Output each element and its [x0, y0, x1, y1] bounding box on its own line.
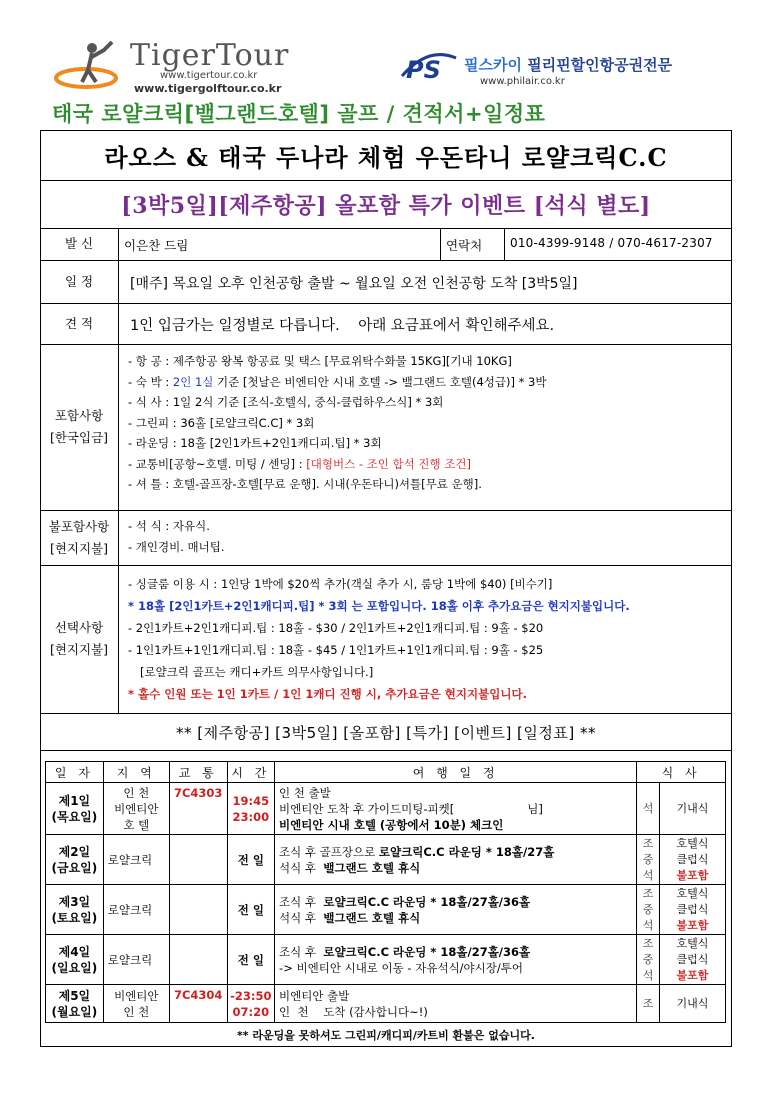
- table-row: [46, 783, 726, 835]
- time-cell: 전 일: [227, 835, 274, 885]
- schedule-footnote: ** 라운딩을 못하셔도 그린피/캐디피/카트비 환불은 없습니다.: [237, 1029, 535, 1042]
- header-date: 일 자: [46, 762, 104, 783]
- time-cell: 19:45 23:00: [227, 783, 274, 835]
- time-cell: 전 일: [227, 885, 274, 935]
- table-row: [46, 885, 726, 935]
- transport-cell: [169, 885, 227, 935]
- day-cell: 제5일 (월요일): [46, 985, 104, 1023]
- itinerary-label: 일 정: [64, 273, 94, 289]
- time-cell: 전 일: [227, 935, 274, 985]
- optional-list: - 싱글룸 이용 시 : 1인당 1박에 $20씩 추가(객실 추가 시, 룸당 1박에 $40) [비수기] * 18홀 [2인1카트+2인1캐디피.팁] * 3회 는 포함입니다. 18홀 이후 추가요금은 현지지불입니다. - 2인1카트+2인1캐디피.팁 : 18홀 - $30 / 2인1카트+2인1캐디피.팁 : 9홀 - $20 - 1인1카트+1인1캐디피.팁 : 18홀 - $45 / 1인1카트+1인1캐디피.팁 : 9홀 - $25 [로얄크릭 골프는 캐디+카트 의무사항입니다.] * 홀수 인원 또는 1인 1카트 / 1인 1캐디 진행 시, 추가요금은 현지지불입니다.: [128, 577, 630, 701]
- philair-url: www.philair.co.kr: [480, 76, 565, 87]
- tour-subtitle: [3박5일][제주항공] 올포함 특가 이벤트 [석식 별도]: [121, 192, 651, 219]
- day-cell: 제2일 (금요일): [46, 835, 104, 885]
- time-cell: -23:50 07:20: [227, 985, 274, 1023]
- plan-cell: 비엔티안 출발 인 천 도착 (감사합니다~!): [275, 985, 637, 1023]
- optional-label: 선택사항 [현지지불]: [49, 620, 109, 657]
- contact-label: 연락처: [446, 238, 483, 253]
- schedule-header: [46, 762, 726, 783]
- plan-cell: 인 천 출발 비엔티안 도착 후 가이드미팅-피켓[ 님] 비엔티안 시내 호텔 (공항에서 10분) 체크인: [275, 783, 637, 835]
- meal-cell: 호텔식 클럽식 불포함: [659, 885, 725, 935]
- header-time: 시 간: [227, 762, 274, 783]
- region-cell: 로얄크릭: [103, 835, 169, 885]
- meal-code-cell: 석: [637, 783, 660, 835]
- transport-cell: [169, 935, 227, 985]
- plan-cell: 조식 후 로얄크릭C.C 라운딩 * 18홀/27홀/36홀 -> 비엔티안 시내로 이동 - 자유석식/야시장/투어: [275, 935, 637, 985]
- meal-code-cell: 조 중 석: [637, 885, 660, 935]
- transport-cell: [169, 835, 227, 885]
- table-row: [46, 835, 726, 885]
- golfer-logo-icon: [52, 38, 122, 94]
- region-cell: 로얄크릭: [103, 885, 169, 935]
- page-title: 태국 로얄크릭[밸그랜드호텔] 골프 / 견적서+일정표: [52, 102, 546, 126]
- tigertour-logo: [52, 38, 322, 94]
- estimate-value: 1인 입금가는 일정별로 다릅니다. 아래 요금표에서 확인해주세요.: [130, 318, 555, 334]
- philsky-logo: [398, 48, 698, 94]
- plan-cell: 조식 후 로얄크릭C.C 라운딩 * 18홀/27홀/36홀 석식 후 밸그랜드 호텔 휴식: [275, 885, 637, 935]
- table-row: [46, 985, 726, 1023]
- estimate-label: 견 적: [64, 315, 94, 331]
- philsky-brand: 필스카이 필리핀할인항공권전문: [464, 56, 673, 74]
- meal-code-cell: 조 중 석: [637, 935, 660, 985]
- sender-value: 이은찬 드림: [124, 238, 189, 253]
- plan-cell: 조식 후 골프장으로 로얄크릭C.C 라운딩 * 18홀/27홀 석식 후 밸그랜드 호텔 휴식: [275, 835, 637, 885]
- ps-logo-icon: [398, 50, 460, 82]
- included-list: - 항 공 : 제주항공 왕복 항공료 및 택스 [무료위탁수화물 15KG][기내 10KG] - 숙 박 : 2인 1실 기준 [첫날은 비엔티안 시내 호텔 -> 밸그랜드 호텔(4성급)] * 3박 - 식 사 : 1일 2식 기준 [조식-호텔식, 중식-클럽하우스식] * 3회 - 그린피 : 36홀 [로얄크릭C.C] * 3회 - 라운딩 : 18홀 [2인1카트+2인1캐디피.팁] * 3회 - 교통비[공항~호텔. 미팅 / 센딩] : [대형버스 - 조인 합석 진행 조건] - 셔 틀 : 호텔-골프장-호텔[무료 운행]. 시내(우돈타니)셔틀[무료 운행].: [128, 354, 547, 491]
- tour-title: 라오스 & 태국 두나라 체험 우돈타니 로얄크릭C.C: [104, 142, 668, 172]
- meal-code-cell: 조 중 석: [637, 835, 660, 885]
- header-region: 지 역: [103, 762, 169, 783]
- day-cell: 제4일 (일요일): [46, 935, 104, 985]
- region-cell: 인 천 비엔티안 호 텔: [103, 783, 169, 835]
- transport-cell: 7C4304: [169, 985, 227, 1023]
- meal-code-cell: 조: [637, 985, 660, 1023]
- svg-text:PS: PS: [406, 56, 441, 82]
- excluded-label: 불포함사항 [현지지불]: [48, 518, 110, 556]
- excluded-list: - 석 식 : 자유식. - 개인경비. 매너팁.: [128, 519, 225, 554]
- tigergolftour-url: www.tigergolftour.co.kr: [134, 82, 282, 95]
- schedule-banner: ** [제주항공] [3박5일] [올포함] [특가] [이벤트] [일정표] **: [175, 724, 597, 742]
- header-transport: 교 통: [169, 762, 227, 783]
- tigertour-url: www.tigertour.co.kr: [160, 70, 258, 81]
- transport-cell: 7C4303: [169, 783, 227, 835]
- schedule-table: [45, 761, 726, 1023]
- table-row: [46, 935, 726, 985]
- header-meals: 식 사: [637, 762, 726, 783]
- included-label: 포함사항 [한국입금]: [49, 408, 109, 445]
- day-cell: 제1일 (목요일): [46, 783, 104, 835]
- itinerary-value: [매주] 목요일 오후 인천공항 출발 ~ 월요일 오전 인천공항 도착 [3박5일]: [130, 276, 578, 292]
- meal-cell: 호텔식 클럽식 불포함: [659, 835, 725, 885]
- header-plan: 여 행 일 정: [275, 762, 637, 783]
- meal-cell: 호텔식 클럽식 불포함: [659, 935, 725, 985]
- meal-cell: 기내식: [659, 783, 725, 835]
- tigertour-brand: TigerTour: [130, 38, 290, 73]
- meal-cell: 기내식: [659, 985, 725, 1023]
- contact-value: 010-4399-9148 / 070-4617-2307: [510, 236, 713, 250]
- region-cell: 로얄크릭: [103, 935, 169, 985]
- sender-label: 발 신: [64, 236, 94, 251]
- day-cell: 제3일 (토요일): [46, 885, 104, 935]
- region-cell: 비엔티안 인 천: [103, 985, 169, 1023]
